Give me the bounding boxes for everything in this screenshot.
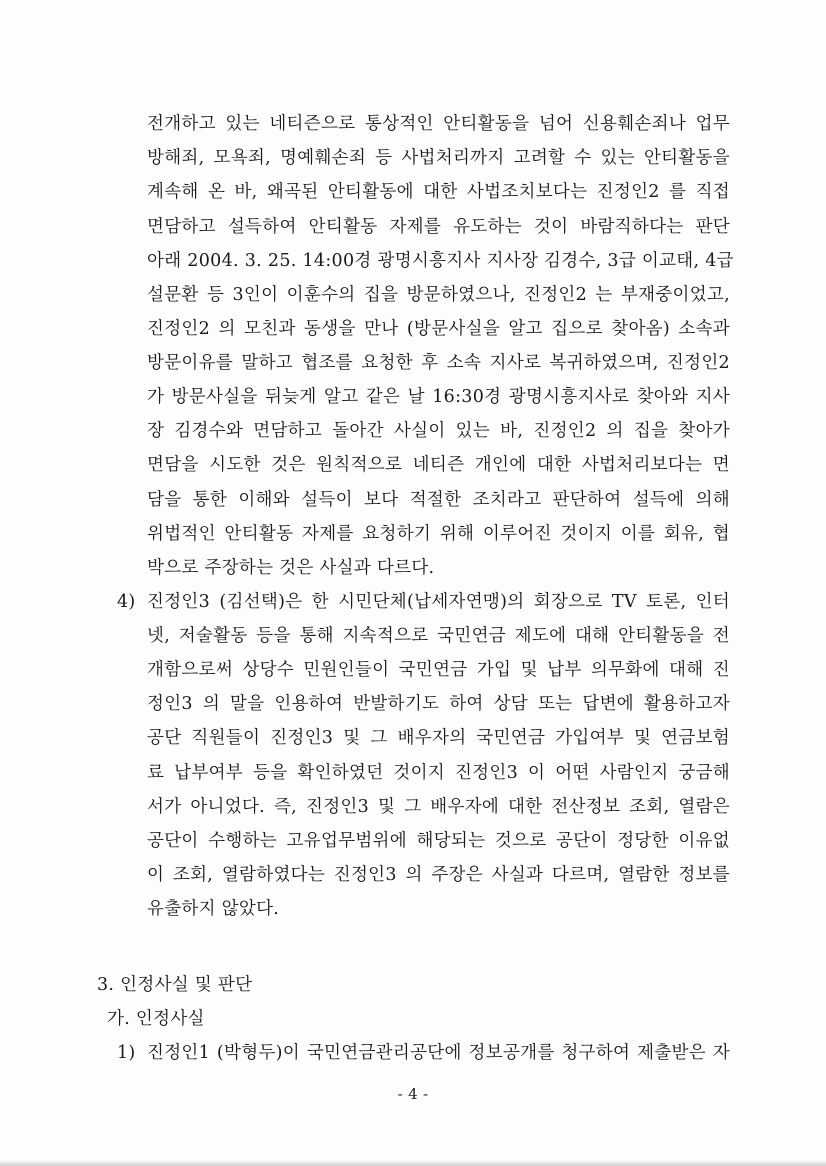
list-item-line: 공단 직원들이 진정인3 및 그 배우자의 국민연금 가입여부 및 연금보험	[147, 728, 730, 748]
paragraph-line: 장 김경수와 면담하고 돌아간 사실이 있는 바, 진정인2 의 집을 찾아가	[147, 421, 730, 441]
scan-edge	[0, 1160, 826, 1166]
paragraph-line: 진정인2 의 모친과 동생을 만나 (방문사실을 알고 집으로 찾아옴) 소속과	[147, 319, 730, 339]
paragraph-line: 면담하고 설득하여 안티활동 자제를 유도하는 것이 바람직하다는 판단	[147, 217, 730, 237]
paragraph-line: 계속해 온 바, 왜곡된 안티활동에 대한 사법조치보다는 진정인2 를 직접	[147, 182, 730, 202]
subsection-heading: 가. 인정사실	[107, 1009, 205, 1029]
paragraph-line: 가 방문사실을 뒤늦게 알고 같은 날 16:30경 광명시흥지사로 찾아와 지사	[147, 387, 730, 407]
page-number: - 4 -	[397, 1085, 429, 1103]
section-heading: 3. 인정사실 및 판단	[97, 975, 253, 995]
list-item-line: 넷, 저술활동 등을 통해 지속적으로 국민연금 제도에 대해 안티활동을 전	[147, 626, 730, 646]
paragraph-line: 방해죄, 모욕죄, 명예훼손죄 등 사법처리까지 고려할 수 있는 안티활동을	[147, 148, 730, 168]
paragraph-line: 위법적인 안티활동 자제를 요청하기 위해 이루어진 것이지 이를 회유, 협	[147, 524, 730, 544]
paragraph-line: 아래 2004. 3. 25. 14:00경 광명시흥지사 지사장 김경수, 3급 이교태, 4급	[147, 251, 734, 271]
paragraph-line: 면담을 시도한 것은 원칙적으로 네티즌 개인에 대한 사법처리보다는 면	[147, 455, 730, 475]
list-item-line: 진정인1 (박형두)이 국민연금관리공단에 정보공개를 청구하여 제출받은 자	[147, 1043, 730, 1063]
paragraph-line: 전개하고 있는 네티즌으로 통상적인 안티활동을 넘어 신용훼손죄나 업무	[147, 114, 730, 134]
list-item-line: 진정인3 (김선택)은 한 시민단체(납세자연맹)의 회장으로 TV 토론, 인터	[147, 592, 730, 612]
paragraph-line: 방문이유를 말하고 협조를 요청한 후 소속 지사로 복귀하였으며, 진정인2	[147, 353, 730, 373]
list-item-line: 이 조회, 열람하였다는 진정인3 의 주장은 사실과 다르며, 열람한 정보를	[147, 865, 730, 885]
list-marker: 1)	[117, 1043, 136, 1063]
list-item-line: 유출하지 않았다.	[147, 899, 280, 919]
list-item-line: 서가 아니었다. 즉, 진정인3 및 그 배우자에 대한 전산정보 조회, 열람은	[147, 797, 730, 817]
list-item-line: 공단이 수행하는 고유업무범위에 해당되는 것으로 공단이 정당한 이유없	[147, 831, 730, 851]
paragraph-line: 담을 통한 이해와 설득이 보다 적절한 조치라고 판단하여 설득에 의해	[147, 490, 730, 510]
paragraph-line: 설문환 등 3인이 이훈수의 집을 방문하였으나, 진정인2 는 부재중이었고,	[147, 285, 730, 305]
list-item-line: 개함으로써 상당수 민원인들이 국민연금 가입 및 납부 의무화에 대해 진	[147, 660, 730, 680]
list-item-line: 료 납부여부 등을 확인하였던 것이지 진정인3 이 어떤 사람인지 궁금해	[147, 763, 730, 783]
paragraph-line: 박으로 주장하는 것은 사실과 다르다.	[147, 558, 435, 578]
list-item-line: 정인3 의 말을 인용하여 반발하기도 하여 상담 또는 답변에 활용하고자	[147, 694, 730, 714]
list-marker: 4)	[117, 592, 136, 612]
